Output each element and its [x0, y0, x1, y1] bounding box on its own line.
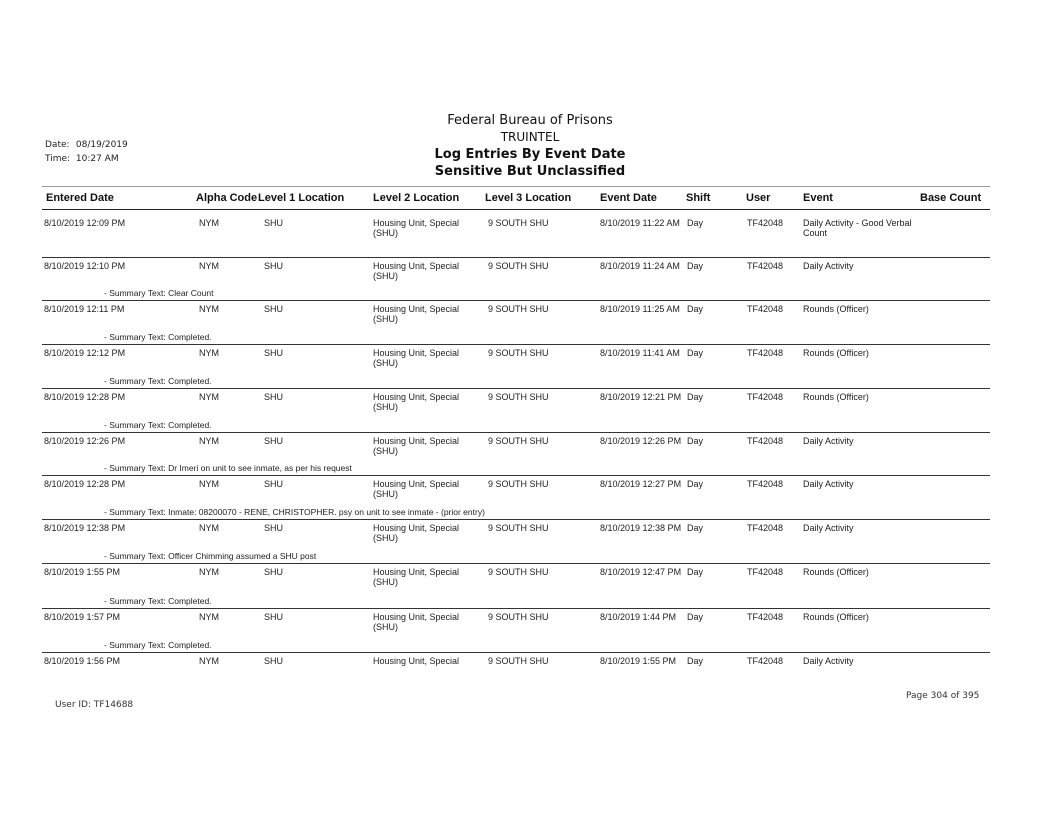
level2-location-cell: Housing Unit, Special (SHU): [373, 479, 460, 499]
event-date-cell: 8/10/2019 1:44 PM: [600, 612, 677, 622]
col-entered-date: Entered Date: [46, 192, 114, 204]
event-date-cell: 8/10/2019 12:26 PM: [600, 436, 682, 446]
level3-location-cell: 9 SOUTH SHU: [488, 567, 549, 577]
level1-location-cell: SHU: [264, 304, 284, 314]
event-date-cell: 8/10/2019 12:38 PM: [600, 523, 682, 533]
event-date-cell: 8/10/2019 12:21 PM: [600, 392, 682, 402]
summary-text: - Summary Text: Clear Count: [104, 288, 214, 298]
row-divider: [42, 519, 990, 520]
report-title-block: [380, 112, 680, 180]
level1-location-cell: SHU: [264, 348, 284, 358]
summary-text: - Summary Text: Completed.: [104, 640, 212, 650]
shift-cell: Day: [687, 348, 704, 358]
entered-date-cell: 8/10/2019 12:10 PM: [44, 261, 126, 271]
summary-text: - Summary Text: Officer Chimming assumed a SHU post: [104, 551, 317, 561]
row-divider: [42, 432, 990, 433]
user-cell: TF42048: [747, 523, 784, 533]
level3-location-cell: 9 SOUTH SHU: [488, 392, 549, 402]
event-cell: Daily Activity: [803, 436, 854, 446]
user-cell: TF42048: [747, 436, 784, 446]
user-cell: TF42048: [747, 479, 784, 489]
event-cell: Daily Activity: [803, 479, 854, 489]
user-cell: TF42048: [747, 656, 784, 666]
level1-location-cell: SHU: [264, 436, 284, 446]
row-divider: [42, 475, 990, 476]
event-cell: Rounds (Officer): [803, 567, 869, 577]
classification-label: Sensitive But Unclassified: [434, 164, 626, 179]
shift-cell: Day: [687, 567, 704, 577]
event-cell: Rounds (Officer): [803, 304, 869, 314]
row-divider: [42, 257, 990, 258]
col-alpha-code: Alpha Code: [196, 192, 258, 204]
row-divider: [42, 608, 990, 609]
summary-text: - Summary Text: Completed.: [104, 332, 212, 342]
event-date-cell: 8/10/2019 12:47 PM: [600, 567, 682, 577]
alpha-code-cell: NYM: [199, 436, 219, 446]
event-date-cell: 8/10/2019 11:25 AM: [600, 304, 680, 314]
date-label: Date:: [45, 140, 70, 150]
entered-date-cell: 8/10/2019 12:38 PM: [44, 523, 126, 533]
level2-location-cell: Housing Unit, Special (SHU): [373, 218, 460, 238]
row-divider: [42, 388, 990, 389]
event-date-cell: 8/10/2019 12:27 PM: [600, 479, 682, 489]
level3-location-cell: 9 SOUTH SHU: [488, 348, 549, 358]
level2-location-cell: Housing Unit, Special (SHU): [373, 304, 460, 324]
entered-date-cell: 8/10/2019 12:28 PM: [44, 479, 126, 489]
user-cell: TF42048: [747, 304, 784, 314]
agency-title: Federal Bureau of Prisons: [447, 113, 613, 128]
event-cell: Daily Activity: [803, 261, 854, 271]
level1-location-cell: SHU: [264, 656, 284, 666]
entered-date-cell: 8/10/2019 12:28 PM: [44, 392, 126, 402]
row-divider: [42, 652, 990, 653]
row-divider: [42, 563, 990, 564]
report-time: [45, 154, 119, 164]
event-date-cell: 8/10/2019 1:55 PM: [600, 656, 677, 666]
event-cell: Rounds (Officer): [803, 348, 869, 358]
shift-cell: Day: [687, 612, 704, 622]
level3-location-cell: 9 SOUTH SHU: [488, 656, 549, 666]
summary-text: - Summary Text: Completed.: [104, 420, 212, 430]
shift-cell: Day: [687, 218, 704, 228]
alpha-code-cell: NYM: [199, 392, 219, 402]
time-label: Time:: [45, 154, 71, 164]
event-date-cell: 8/10/2019 11:24 AM: [600, 261, 680, 271]
entered-date-cell: 8/10/2019 1:56 PM: [44, 656, 121, 666]
alpha-code-cell: NYM: [199, 479, 219, 489]
shift-cell: Day: [687, 261, 704, 271]
level3-location-cell: 9 SOUTH SHU: [488, 479, 549, 489]
level3-location-cell: 9 SOUTH SHU: [488, 261, 549, 271]
level3-location-cell: 9 SOUTH SHU: [488, 304, 549, 314]
level2-location-cell: Housing Unit, Special (SHU): [373, 261, 460, 281]
alpha-code-cell: NYM: [199, 304, 219, 314]
level1-location-cell: SHU: [264, 523, 284, 533]
level1-location-cell: SHU: [264, 392, 284, 402]
shift-cell: Day: [687, 656, 704, 666]
system-title: TRUINTEL: [500, 130, 560, 144]
row-divider: [42, 344, 990, 345]
entered-date-cell: 8/10/2019 12:26 PM: [44, 436, 126, 446]
level3-location-cell: 9 SOUTH SHU: [488, 523, 549, 533]
shift-cell: Day: [687, 392, 704, 402]
page-number: Page 304 of 395: [906, 691, 980, 701]
entered-date-cell: 8/10/2019 1:57 PM: [44, 612, 121, 622]
event-cell: Rounds (Officer): [803, 612, 869, 622]
col-level1-location: Level 1 Location: [258, 192, 345, 204]
footer-user-id: User ID: TF14688: [55, 700, 134, 710]
level2-location-cell: Housing Unit, Special (SHU): [373, 436, 460, 456]
level2-location-cell: Housing Unit, Special (SHU): [373, 612, 460, 632]
report-title: Log Entries By Event Date: [434, 147, 626, 162]
level3-location-cell: 9 SOUTH SHU: [488, 612, 549, 622]
level3-location-cell: 9 SOUTH SHU: [488, 436, 549, 446]
col-level3-location: Level 3 Location: [485, 192, 572, 204]
level2-location-cell: Housing Unit, Special (SHU): [373, 392, 460, 412]
col-level2-location: Level 2 Location: [373, 192, 460, 204]
user-cell: TF42048: [747, 348, 784, 358]
level3-location-cell: 9 SOUTH SHU: [488, 218, 549, 228]
level1-location-cell: SHU: [264, 612, 284, 622]
alpha-code-cell: NYM: [199, 348, 219, 358]
level2-location-cell: Housing Unit, Special (SHU): [373, 348, 460, 368]
summary-text: - Summary Text: Dr Imeri on unit to see inmate, as per his request: [104, 463, 352, 473]
entered-date-cell: 8/10/2019 1:55 PM: [44, 567, 121, 577]
user-cell: TF42048: [747, 218, 784, 228]
user-cell: TF42048: [747, 261, 784, 271]
shift-cell: Day: [687, 523, 704, 533]
user-cell: TF42048: [747, 392, 784, 402]
user-cell: TF42048: [747, 612, 784, 622]
alpha-code-cell: NYM: [199, 656, 219, 666]
row-divider: [42, 300, 990, 301]
event-cell: Daily Activity - Good Verbal Count: [803, 218, 912, 238]
level2-location-cell: Housing Unit, Special: [373, 656, 460, 666]
table-header: [42, 186, 990, 210]
level1-location-cell: SHU: [264, 218, 284, 228]
event-cell: Daily Activity: [803, 523, 854, 533]
alpha-code-cell: NYM: [199, 218, 219, 228]
alpha-code-cell: NYM: [199, 612, 219, 622]
level1-location-cell: SHU: [264, 479, 284, 489]
level1-location-cell: SHU: [264, 567, 284, 577]
level2-location-cell: Housing Unit, Special (SHU): [373, 523, 460, 543]
shift-cell: Day: [687, 479, 704, 489]
alpha-code-cell: NYM: [199, 261, 219, 271]
entered-date-cell: 8/10/2019 12:09 PM: [44, 218, 126, 228]
date-value: 08/19/2019: [75, 140, 128, 150]
summary-text: - Summary Text: Completed.: [104, 596, 212, 606]
event-date-cell: 8/10/2019 11:41 AM: [600, 348, 680, 358]
event-date-cell: 8/10/2019 11:22 AM: [600, 218, 680, 228]
col-user: User: [746, 192, 771, 204]
entered-date-cell: 8/10/2019 12:12 PM: [44, 348, 126, 358]
report-date: [45, 140, 128, 150]
time-value: 10:27 AM: [75, 154, 119, 164]
alpha-code-cell: NYM: [199, 567, 219, 577]
col-shift: Shift: [686, 192, 711, 204]
level1-location-cell: SHU: [264, 261, 284, 271]
shift-cell: Day: [687, 304, 704, 314]
event-cell: Daily Activity: [803, 656, 854, 666]
alpha-code-cell: NYM: [199, 523, 219, 533]
event-cell: Rounds (Officer): [803, 392, 869, 402]
summary-text: - Summary Text: Inmate: 08200070 - RENE, CHRISTOPHER. psy on unit to see inmate - (prior entry): [104, 507, 485, 517]
col-base-count: Base Count: [920, 192, 982, 204]
summary-text: - Summary Text: Completed.: [104, 376, 212, 386]
entered-date-cell: 8/10/2019 12:11 PM: [44, 304, 125, 314]
col-event-date: Event Date: [600, 192, 657, 204]
level2-location-cell: Housing Unit, Special (SHU): [373, 567, 460, 587]
col-event: Event: [803, 192, 833, 204]
shift-cell: Day: [687, 436, 704, 446]
user-cell: TF42048: [747, 567, 784, 577]
